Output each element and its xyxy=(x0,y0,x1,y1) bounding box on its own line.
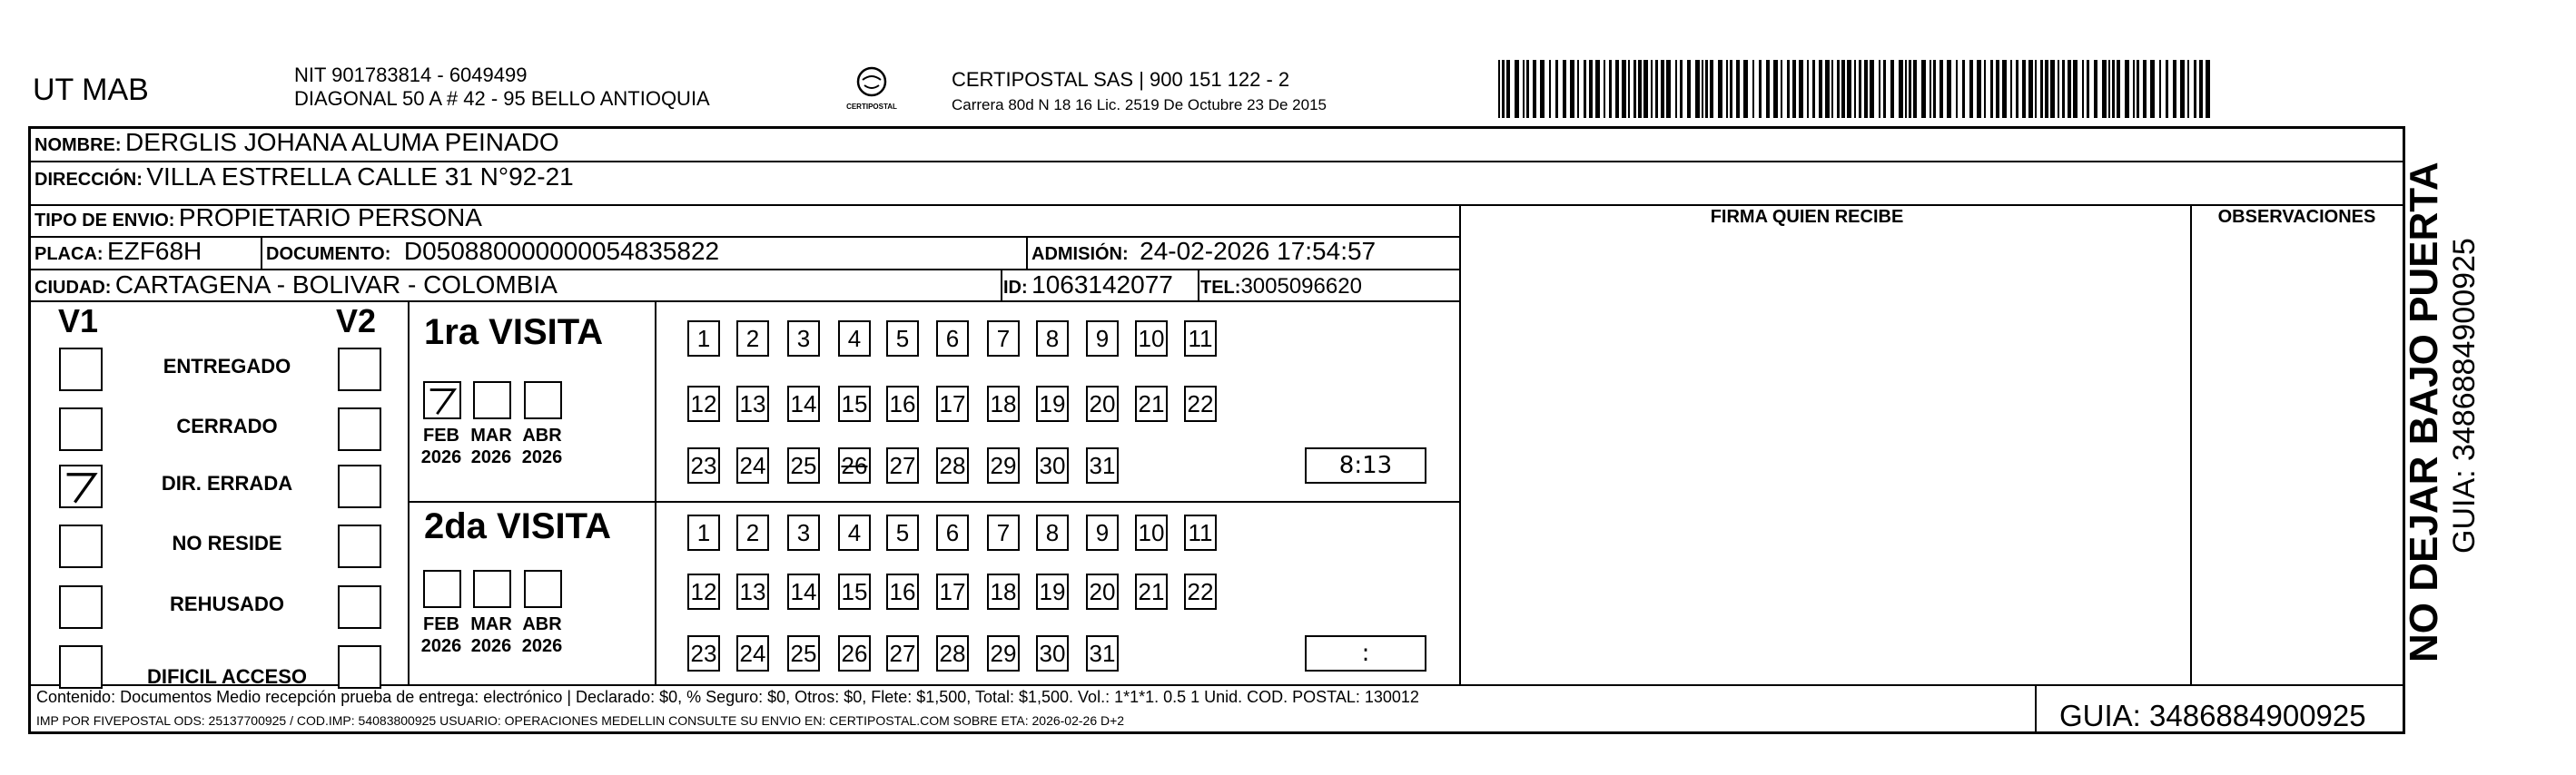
day-box[interactable]: 20 xyxy=(1086,386,1119,422)
barcode-bar xyxy=(1675,60,1677,118)
tel-row xyxy=(1200,274,1362,299)
nombre-row xyxy=(35,128,559,157)
barcode-bar xyxy=(1930,60,1931,118)
ciudad-value: CARTAGENA - BOLIVAR - COLOMBIA xyxy=(114,270,558,299)
barcode-bar xyxy=(1854,60,1856,118)
barcode-bar xyxy=(1680,60,1683,118)
day-box[interactable]: 17 xyxy=(936,386,969,422)
barcode-bar xyxy=(1859,60,1861,118)
barcode-bar xyxy=(2102,60,2107,118)
month-label xyxy=(464,613,518,657)
barcode-bar xyxy=(1661,60,1664,118)
day-box[interactable]: 24 xyxy=(736,447,769,484)
day-box[interactable]: 23 xyxy=(687,635,720,672)
month-name: FEB xyxy=(423,426,459,446)
barcode-bar xyxy=(2117,60,2120,118)
barcode-bar xyxy=(1515,60,1519,118)
day-box[interactable]: 11 xyxy=(1184,515,1217,551)
barcode-bar xyxy=(2016,60,2018,118)
barcode-bar xyxy=(1549,60,1551,118)
barcode-bar xyxy=(1969,60,1973,118)
barcode-bar xyxy=(1577,60,1579,118)
day-box[interactable]: 10 xyxy=(1135,320,1168,357)
day-box[interactable]: 13 xyxy=(736,574,769,610)
barcode-bar xyxy=(1812,60,1815,118)
barcode-bar xyxy=(2010,60,2012,118)
day-box[interactable]: 6 xyxy=(936,320,969,357)
status-label: CERRADO xyxy=(176,415,278,437)
day-box[interactable]: 15 xyxy=(838,386,871,422)
status-label: DIR. ERRADA xyxy=(161,472,293,495)
v1-checkbox[interactable] xyxy=(59,465,103,508)
barcode-bar xyxy=(1807,60,1809,118)
barcode-bar xyxy=(1730,60,1732,118)
barcode-bar xyxy=(2194,60,2196,118)
month-checkbox[interactable] xyxy=(423,381,461,419)
barcode-bar xyxy=(1996,60,1999,118)
tipo-row xyxy=(35,203,482,232)
barcode-bar xyxy=(1622,60,1626,118)
day-box[interactable]: 25 xyxy=(787,447,820,484)
barcode-bar xyxy=(1799,60,1803,118)
time-box[interactable]: : xyxy=(1305,635,1426,672)
time-box[interactable]: 8:13 xyxy=(1305,447,1426,484)
documento-value: D050880000000054835822 xyxy=(403,237,720,265)
barcode-bar xyxy=(2159,60,2161,118)
day-box[interactable]: 1 xyxy=(687,320,720,357)
documento-label: DOCUMENTO: xyxy=(266,244,391,264)
carrier-info xyxy=(952,67,1327,118)
barcode-bar xyxy=(1628,60,1630,118)
barcode-bar xyxy=(1655,60,1658,118)
day-box[interactable]: 14 xyxy=(787,386,820,422)
barcode-bar xyxy=(1687,60,1691,118)
footer-imp: IMP POR FIVEPOSTAL ODS: 25137700925 / COD.IMP: 54083800925 USUARIO: OPERACIONES MEDELLIN CONSULTE SU ENVIO EN: CERTIPOSTAL.COM SOBRE ETA: 2026-02-26 D+2 xyxy=(36,713,1125,728)
day-box[interactable]: 23 xyxy=(687,447,720,484)
v1-checkbox[interactable] xyxy=(59,525,103,568)
v1-header: V1 xyxy=(58,302,99,339)
day-box[interactable]: 22 xyxy=(1184,386,1217,422)
admision-row xyxy=(1031,237,1376,266)
barcode-bar xyxy=(2187,60,2189,118)
day-box[interactable]: 2 xyxy=(736,320,769,357)
month-label xyxy=(414,425,469,468)
barcode-bar xyxy=(1792,60,1796,118)
day-box[interactable]: 3 xyxy=(787,515,820,551)
footer-guia: GUIA: 3486884900925 xyxy=(2059,699,2366,732)
tipo-label: TIPO DE ENVIO: xyxy=(35,211,175,231)
id-value: 1063142077 xyxy=(1031,270,1173,299)
nombre-label: NOMBRE: xyxy=(35,135,122,155)
placa-label: PLACA: xyxy=(35,244,104,264)
v1-checkbox[interactable] xyxy=(59,585,103,629)
day-box[interactable]: 29 xyxy=(987,447,1020,484)
day-box[interactable]: 30 xyxy=(1036,635,1069,672)
status-label: REHUSADO xyxy=(170,593,284,615)
barcode-bar xyxy=(1909,60,1911,118)
barcode-bar xyxy=(1984,60,1986,118)
day-box[interactable]: 29 xyxy=(987,635,1020,672)
day-box[interactable]: 15 xyxy=(838,574,871,610)
barcode-bar xyxy=(1752,60,1754,118)
day-box[interactable]: 11 xyxy=(1184,320,1217,357)
barcode-bar xyxy=(1837,60,1840,118)
month-label xyxy=(515,613,569,657)
barcode-bar xyxy=(1759,60,1762,118)
admision-value: 24-02-2026 17:54:57 xyxy=(1140,237,1377,265)
day-box[interactable]: 3 xyxy=(787,320,820,357)
side-warning: NO DEJAR BAJO PUERTA xyxy=(2402,162,2446,662)
month-label xyxy=(464,425,518,468)
barcode-bar xyxy=(1643,60,1648,118)
barcode-bar xyxy=(1781,60,1782,118)
day-box[interactable]: 21 xyxy=(1135,386,1168,422)
barcode-bar xyxy=(1533,60,1536,118)
barcode-bar xyxy=(2002,60,2007,118)
barcode-bar xyxy=(1825,60,1830,118)
barcode-bar xyxy=(1563,60,1566,118)
barcode-bar xyxy=(1651,60,1653,118)
address-line: DIAGONAL 50 A # 42 - 95 BELLO ANTIOQUIA xyxy=(294,87,710,110)
barcode-bar xyxy=(1847,60,1851,118)
barcode-bar xyxy=(1977,60,1981,118)
day-box[interactable]: 31 xyxy=(1086,447,1119,484)
month-name: MAR xyxy=(470,426,512,446)
barcode-bar xyxy=(2087,60,2089,118)
month-checkbox[interactable] xyxy=(473,381,511,419)
day-box[interactable]: 31 xyxy=(1086,635,1119,672)
barcode-bar xyxy=(2108,60,2110,118)
day-box[interactable]: 1 xyxy=(687,515,720,551)
placa-value: EZF68H xyxy=(107,237,202,265)
barcode-bar xyxy=(2133,60,2135,118)
direccion-value: VILLA ESTRELLA CALLE 31 N°92-21 xyxy=(146,162,574,191)
month-checkbox[interactable] xyxy=(524,381,562,419)
v1-checkbox[interactable] xyxy=(59,348,103,391)
ciudad-row xyxy=(35,270,558,299)
barcode-bar xyxy=(2058,60,2059,118)
barcode-bar xyxy=(1718,60,1722,118)
v2-checkbox[interactable] xyxy=(338,465,381,508)
barcode-bar xyxy=(1666,60,1671,118)
v2-checkbox[interactable] xyxy=(338,525,381,568)
barcode-bar xyxy=(2040,60,2043,118)
day-box[interactable]: 26 xyxy=(838,635,871,672)
barcode-bar xyxy=(2062,60,2065,118)
barcode-bar xyxy=(1905,60,1907,118)
day-box[interactable]: 27 xyxy=(886,447,919,484)
day-box[interactable]: 28 xyxy=(936,447,969,484)
day-box[interactable]: 4 xyxy=(838,515,871,551)
month-year: 2026 xyxy=(470,636,512,656)
barcode-bar xyxy=(2166,60,2168,118)
barcode-bar xyxy=(1773,60,1778,118)
barcode-bar xyxy=(1589,60,1593,118)
month-year: 2026 xyxy=(521,447,563,467)
barcode-bar xyxy=(1864,60,1868,118)
day-box[interactable]: 9 xyxy=(1086,515,1119,551)
barcode-bar xyxy=(1939,60,1943,118)
day-box[interactable]: 5 xyxy=(886,320,919,357)
direccion-label: DIRECCIÓN: xyxy=(35,170,143,190)
v2-checkbox[interactable] xyxy=(338,585,381,629)
barcode-bar xyxy=(2199,60,2203,118)
barcode-bar xyxy=(2050,60,2055,118)
day-box[interactable]: 9 xyxy=(1086,320,1119,357)
firma-header: FIRMA QUIEN RECIBE xyxy=(1710,207,1904,227)
day-box[interactable]: 16 xyxy=(886,574,919,610)
carrier-name: CERTIPOSTAL SAS | 900 151 122 - 2 xyxy=(952,68,1290,91)
month-checkbox[interactable] xyxy=(423,570,461,608)
v2-checkbox[interactable] xyxy=(338,645,381,689)
ciudad-label: CIUDAD: xyxy=(35,278,112,298)
v1-checkbox[interactable] xyxy=(59,407,103,451)
barcode-bar xyxy=(1498,60,1500,118)
tel-label: TEL: xyxy=(1200,278,1241,298)
status-label: NO RESIDE xyxy=(172,532,282,554)
month-checkbox[interactable] xyxy=(524,570,562,608)
barcode-bar xyxy=(1555,60,1558,118)
id-label: ID: xyxy=(1003,278,1028,298)
barcode-bar xyxy=(1726,60,1728,118)
day-box[interactable]: 5 xyxy=(886,515,919,551)
placa-row xyxy=(35,237,202,266)
direccion-row xyxy=(35,162,574,191)
barcode-bar xyxy=(2137,60,2139,118)
barcode-bar xyxy=(1899,60,1903,118)
status-label: ENTREGADO xyxy=(163,355,291,378)
company-info xyxy=(294,64,710,111)
observaciones-header: OBSERVACIONES xyxy=(2217,207,2376,227)
barcode-bar xyxy=(1584,60,1586,118)
carrier-address: Carrera 80d N 18 16 Lic. 2519 De Octubre 23 De 2015 xyxy=(952,96,1327,113)
barcode-bar xyxy=(2028,60,2033,118)
day-box[interactable]: 19 xyxy=(1036,574,1069,610)
month-label xyxy=(515,425,569,468)
side-guia: GUIA: 3486884900925 xyxy=(2447,238,2482,554)
barcode-bar xyxy=(1705,60,1708,118)
barcode-bar xyxy=(1831,60,1833,118)
barcode-bar xyxy=(1990,60,1993,118)
barcode-bar xyxy=(2143,60,2147,118)
barcode-bar xyxy=(1695,60,1700,118)
barcode-bar xyxy=(2073,60,2078,118)
documento-row xyxy=(266,237,719,266)
barcode-bar xyxy=(2022,60,2026,118)
day-box[interactable]: 26 xyxy=(838,447,871,484)
day-box[interactable]: 28 xyxy=(936,635,969,672)
barcode-bar xyxy=(2035,60,2037,118)
month-label xyxy=(414,613,469,657)
day-box[interactable]: 16 xyxy=(886,386,919,422)
barcode-bar xyxy=(1502,60,1505,118)
month-year: 2026 xyxy=(420,636,462,656)
barcode-bar xyxy=(1956,60,1958,118)
day-box[interactable]: 12 xyxy=(687,574,720,610)
barcode-bar xyxy=(1883,60,1886,118)
barcode-bar xyxy=(1506,60,1510,118)
day-box[interactable]: 24 xyxy=(736,635,769,672)
barcode-bar xyxy=(1766,60,1770,118)
barcode-bar xyxy=(1947,60,1951,118)
day-box[interactable]: 21 xyxy=(1135,574,1168,610)
month-name: ABR xyxy=(522,426,562,446)
day-box[interactable]: 22 xyxy=(1184,574,1217,610)
day-box[interactable]: 2 xyxy=(736,515,769,551)
day-box[interactable]: 7 xyxy=(987,320,1020,357)
day-box[interactable]: 20 xyxy=(1086,574,1119,610)
barcode-bar xyxy=(1702,60,1703,118)
v1-checkbox[interactable] xyxy=(59,645,103,689)
day-box[interactable]: 8 xyxy=(1036,320,1069,357)
month-name: ABR xyxy=(522,614,562,634)
month-year: 2026 xyxy=(521,636,563,656)
barcode-bar xyxy=(1604,60,1605,118)
barcode-bar xyxy=(1570,60,1574,118)
barcode-bar xyxy=(1609,60,1612,118)
barcode-bar xyxy=(1921,60,1926,118)
admision-label: ADMISIÓN: xyxy=(1031,244,1129,264)
footer-contents: Contenido: Documentos Medio recepción prueba de entrega: electrónico | Declarado: $0, % Seguro: $0, Otros: $0, Flete: $1,500, Total: $1,500. Vol.: 1*1*1. 0.5 1 Unid. COD. POSTAL: 130012 xyxy=(36,688,1419,706)
barcode-bar xyxy=(1933,60,1936,118)
day-box[interactable]: 4 xyxy=(838,320,871,357)
barcode-bar xyxy=(1638,60,1642,118)
day-box[interactable]: 18 xyxy=(987,574,1020,610)
company-name: UT MAB xyxy=(33,73,149,107)
tipo-value: PROPIETARIO PERSONA xyxy=(178,203,482,231)
barcode-bar xyxy=(2173,60,2176,118)
nit-line: NIT 901783814 - 6049499 xyxy=(294,64,528,86)
day-box[interactable]: 18 xyxy=(987,386,1020,422)
month-year: 2026 xyxy=(470,447,512,467)
barcode-bar xyxy=(1890,60,1894,118)
v2-checkbox[interactable] xyxy=(338,407,381,451)
barcode-bar xyxy=(2045,60,2048,118)
barcode-bar xyxy=(2112,60,2115,118)
barcode-bar xyxy=(1962,60,1965,118)
day-box[interactable]: 7 xyxy=(987,515,1020,551)
barcode-bar xyxy=(2180,60,2185,118)
visit2-title: 2da VISITA xyxy=(424,506,611,546)
barcode-bar xyxy=(1879,60,1880,118)
barcode-bar xyxy=(2206,60,2210,118)
day-box[interactable]: 19 xyxy=(1036,386,1069,422)
barcode-bar xyxy=(1743,60,1748,118)
barcode-bar xyxy=(1526,60,1529,118)
barcode-bar xyxy=(2150,60,2155,118)
day-box[interactable]: 25 xyxy=(787,635,820,672)
month-name: FEB xyxy=(423,614,459,634)
month-year: 2026 xyxy=(420,447,462,467)
barcode-bar xyxy=(1736,60,1740,118)
day-box[interactable]: 17 xyxy=(936,574,969,610)
status-label: DIFICIL ACCESO xyxy=(146,665,307,688)
visit1-title: 1ra VISITA xyxy=(424,312,604,352)
barcode-bar xyxy=(1787,60,1790,118)
month-name: MAR xyxy=(470,614,512,634)
day-box[interactable]: 13 xyxy=(736,386,769,422)
barcode-bar xyxy=(1870,60,1874,118)
v2-header: V2 xyxy=(336,302,377,339)
day-box[interactable]: 27 xyxy=(886,635,919,672)
barcode-bar xyxy=(1710,60,1713,118)
barcode-bar xyxy=(1523,60,1525,118)
barcode xyxy=(1498,60,2216,118)
logo-text: CERTIPOSTAL xyxy=(846,103,897,111)
barcode-bar xyxy=(1633,60,1636,118)
day-box[interactable]: 6 xyxy=(936,515,969,551)
month-checkbox[interactable] xyxy=(473,570,511,608)
day-box[interactable]: 14 xyxy=(787,574,820,610)
day-box[interactable]: 12 xyxy=(687,386,720,422)
barcode-bar xyxy=(1615,60,1619,118)
nombre-value: DERGLIS JOHANA ALUMA PEINADO xyxy=(125,128,559,156)
barcode-bar xyxy=(1913,60,1917,118)
barcode-bar xyxy=(1595,60,1600,118)
barcode-bar xyxy=(1540,60,1545,118)
certipostal-logo xyxy=(835,64,908,114)
barcode-bar xyxy=(2125,60,2129,118)
barcode-bar xyxy=(1841,60,1845,118)
barcode-bar xyxy=(2082,60,2084,118)
day-box[interactable]: 8 xyxy=(1036,515,1069,551)
barcode-bar xyxy=(1819,60,1822,118)
day-box[interactable]: 10 xyxy=(1135,515,1168,551)
barcode-bar xyxy=(2068,60,2071,118)
v2-checkbox[interactable] xyxy=(338,348,381,391)
barcode-bar xyxy=(2094,60,2097,118)
id-row xyxy=(1003,270,1173,299)
day-box[interactable]: 30 xyxy=(1036,447,1069,484)
tel-value: 3005096620 xyxy=(1240,274,1362,299)
